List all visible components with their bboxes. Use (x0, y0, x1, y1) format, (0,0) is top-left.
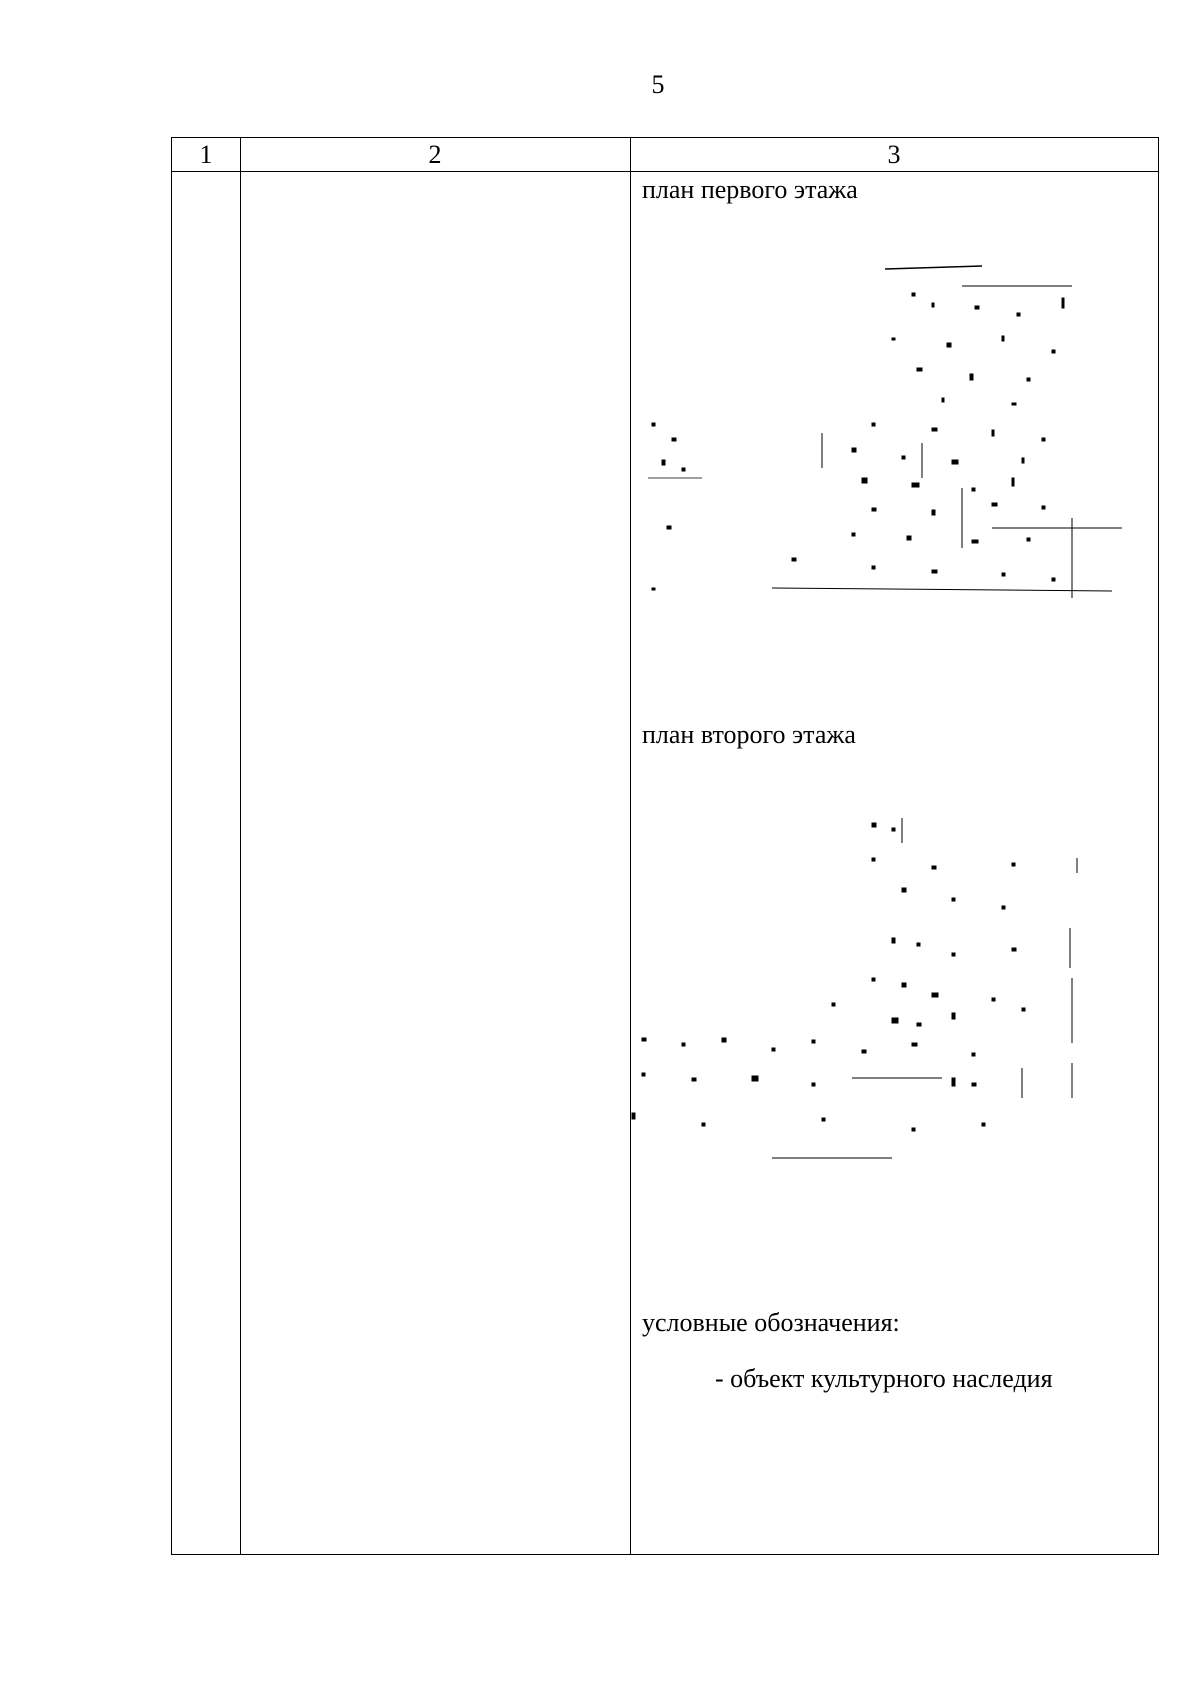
page-number: 5 (651, 70, 665, 99)
legend-title: условные обозначения: (642, 1308, 900, 1337)
header-divider (172, 171, 1158, 172)
header-cell-2: 2 (428, 140, 442, 169)
first-floor-plan-image (172, 138, 1160, 1556)
legend-item-cultural-heritage: - объект культурного наследия (715, 1364, 1053, 1393)
header-cell-3: 3 (887, 140, 901, 169)
column-divider-1 (240, 138, 241, 1554)
document-table (171, 137, 1159, 1555)
second-floor-caption: план второго этажа (642, 720, 856, 749)
first-floor-caption: план первого этажа (642, 175, 858, 204)
second-floor-plan-image (172, 138, 1160, 1556)
column-divider-2 (630, 138, 631, 1554)
header-cell-1: 1 (199, 140, 213, 169)
